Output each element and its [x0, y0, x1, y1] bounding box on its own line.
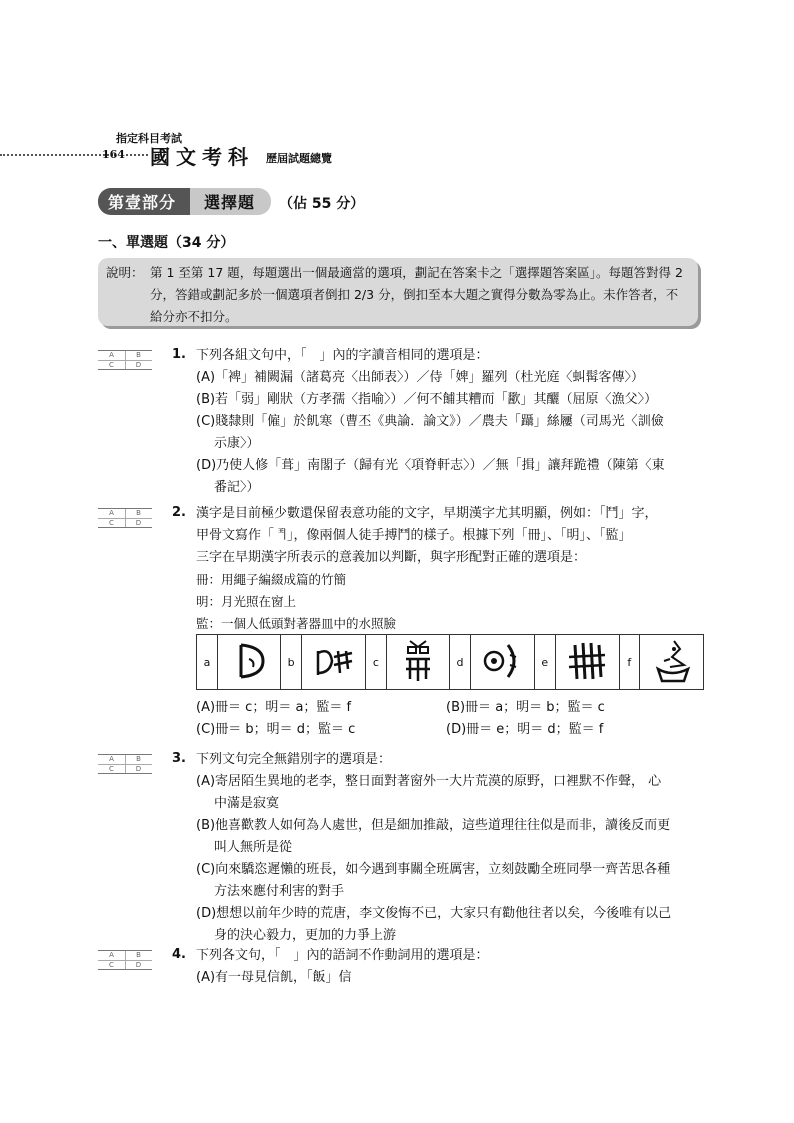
page-number: 164 [102, 148, 125, 161]
option: (D)冊＝ e；明＝ d；監＝ f [446, 722, 604, 737]
answer-b: B [136, 755, 141, 763]
answer-c: C [109, 961, 114, 969]
question-stem-line: 甲骨文寫作「𩰊」，像兩個人徒手搏鬥的樣子。根據下列「冊」、「明」、「監」 [196, 528, 632, 543]
glyph-label: b [281, 635, 302, 690]
answer-b: B [136, 509, 141, 517]
header-dotted-rule-short [126, 154, 148, 156]
glyph-label: f [619, 635, 639, 690]
part-score: （佔 55 分） [279, 196, 365, 212]
question-stem: 下列各組文句中，「 」內的字讀音相同的選項是： [196, 348, 489, 363]
option: (A)寄居陌生異地的老李，整日面對著窗外一大片荒漠的原野，口裡默不作聲， 心 [196, 774, 662, 789]
question-2 [196, 503, 704, 635]
option: (B)冊＝ a；明＝ b；監＝ c [446, 700, 605, 715]
part-label: 第壹部分 [98, 188, 192, 215]
answer-box-q3 [98, 754, 152, 774]
question-stem: 下列文句完全無錯別字的選項是： [196, 752, 392, 767]
answer-c: C [109, 519, 114, 527]
answer-box-q4 [98, 950, 152, 970]
answer-d: D [135, 519, 142, 527]
option: (D)乃使人修「葺」南閣子（歸有光〈項脊軒志〉）／無「揖」讓拜跪禮（陳第〈東 [196, 458, 665, 473]
definition-ming: 明：月光照在窗上 [196, 594, 297, 609]
part-banner [98, 188, 364, 214]
option: (A)有一母見信飢，「飯」信 [196, 970, 352, 985]
option: (A)「裨」補闕漏（諸葛亮〈出師表〉）／侍「婢」羅列（杜光庭〈虯髯客傳〉） [196, 370, 645, 385]
glyph-c-icon [386, 635, 449, 690]
answer-a: A [109, 351, 114, 359]
glyph-label: d [450, 635, 471, 690]
option: (A)冊＝ c；明＝ a；監＝ f [196, 700, 352, 715]
glyph-a-moon-window-icon [217, 635, 280, 690]
glyph-label: a [197, 635, 218, 690]
option-continued: 番記〉） [214, 480, 260, 495]
question-stem-line: 三字在早期漢字所表示的意義加以判斷，與字形配對正確的選項是： [196, 550, 587, 565]
instructions-box [98, 258, 698, 326]
glyph-table [196, 634, 704, 690]
answer-a: A [109, 755, 114, 763]
instructions-text: 第 1 至第 17 題，每題選出一個最適當的選項，劃記在答案卡之「選擇題答案區」。每題答對得 2 分，答錯或劃記多於一個選項者倒扣 2/3 分，倒扣至本大題之實得分數為零為止。未作答者，不給分亦不扣分。 [150, 265, 683, 324]
question-number: 1. [172, 347, 186, 362]
answer-a: A [109, 509, 114, 517]
glyph-d-icon [470, 635, 534, 690]
definition-ce: 冊：用繩子編綴成篇的竹簡 [196, 572, 347, 587]
glyph-f-person-vessel-icon [640, 635, 704, 690]
option-continued: 中滿是寂寞 [214, 796, 280, 811]
answer-c: C [109, 765, 114, 773]
answer-c: C [109, 361, 114, 369]
answer-d: D [135, 765, 142, 773]
glyph-e-bamboo-slips-icon [555, 635, 619, 690]
question-1 [196, 345, 704, 499]
option: (D)想想以前年少時的荒唐，李文俊悔不已，大家只有勸他往者以矣，今後唯有以己 [196, 906, 672, 921]
glyph-label: e [534, 635, 555, 690]
exam-series-label: 指定科目考試 [116, 132, 182, 145]
answer-b: B [136, 351, 141, 359]
option-continued: 叫人無所是從 [214, 840, 293, 855]
section-title: 一、單選題（34 分） [98, 235, 235, 251]
question-3 [196, 749, 704, 947]
option: (C)冊＝ b；明＝ d；監＝ c [196, 722, 356, 737]
question-2-options [196, 697, 704, 741]
question-stem-line: 漢字是目前極少數還保留表意功能的文字，早期漢字尤其明顯，例如：「鬥」字， [196, 506, 658, 521]
option: (B)若「弱」剛狀（方孝孺〈指喻〉）／何不餔其糟而「歠」其釃（屈原〈漁父〉） [196, 392, 658, 407]
option: (B)他喜歡教人如何為人處世，但是細加推敲，這些道理往往似是而非，讀後反而更 [196, 818, 671, 833]
question-number: 3. [172, 751, 186, 766]
answer-box-q2 [98, 508, 152, 528]
question-4 [196, 945, 704, 989]
question-number: 2. [172, 505, 186, 520]
glyph-b-icon [302, 635, 366, 690]
option-continued: 示康〉） [214, 436, 260, 451]
book-subtitle: 歷屆試題總覽 [266, 152, 332, 165]
definition-jian: 監：一個人低頭對著器皿中的水照臉 [196, 616, 397, 631]
question-number: 4. [172, 947, 186, 962]
glyph-label: c [365, 635, 386, 690]
option: (C)賤隸則「僱」於飢寒（曹丕《典論．論文》）／農夫「躡」絲屨（司馬光〈訓儉 [196, 414, 664, 429]
header-dotted-rule [0, 154, 116, 156]
option: (C)向來驕恣遲懶的班長，如今遇到事關全班厲害，立刻鼓勵全班同學一齊苦思各種 [196, 862, 671, 877]
answer-a: A [109, 951, 114, 959]
option-continued: 方法來應付利害的對手 [214, 884, 345, 899]
answer-d: D [135, 961, 142, 969]
answer-d: D [135, 361, 142, 369]
answer-b: B [136, 951, 141, 959]
instructions-label: 說明： [106, 265, 144, 280]
question-stem: 下列各文句，「 」內的語詞不作動詞用的選項是： [196, 948, 489, 963]
book-title: 國文考科 [150, 145, 254, 169]
part-type-label: 選擇題 [190, 188, 271, 215]
option-continued: 身的決心毅力，更加的力爭上游 [214, 928, 397, 943]
answer-box-q1 [98, 350, 152, 370]
